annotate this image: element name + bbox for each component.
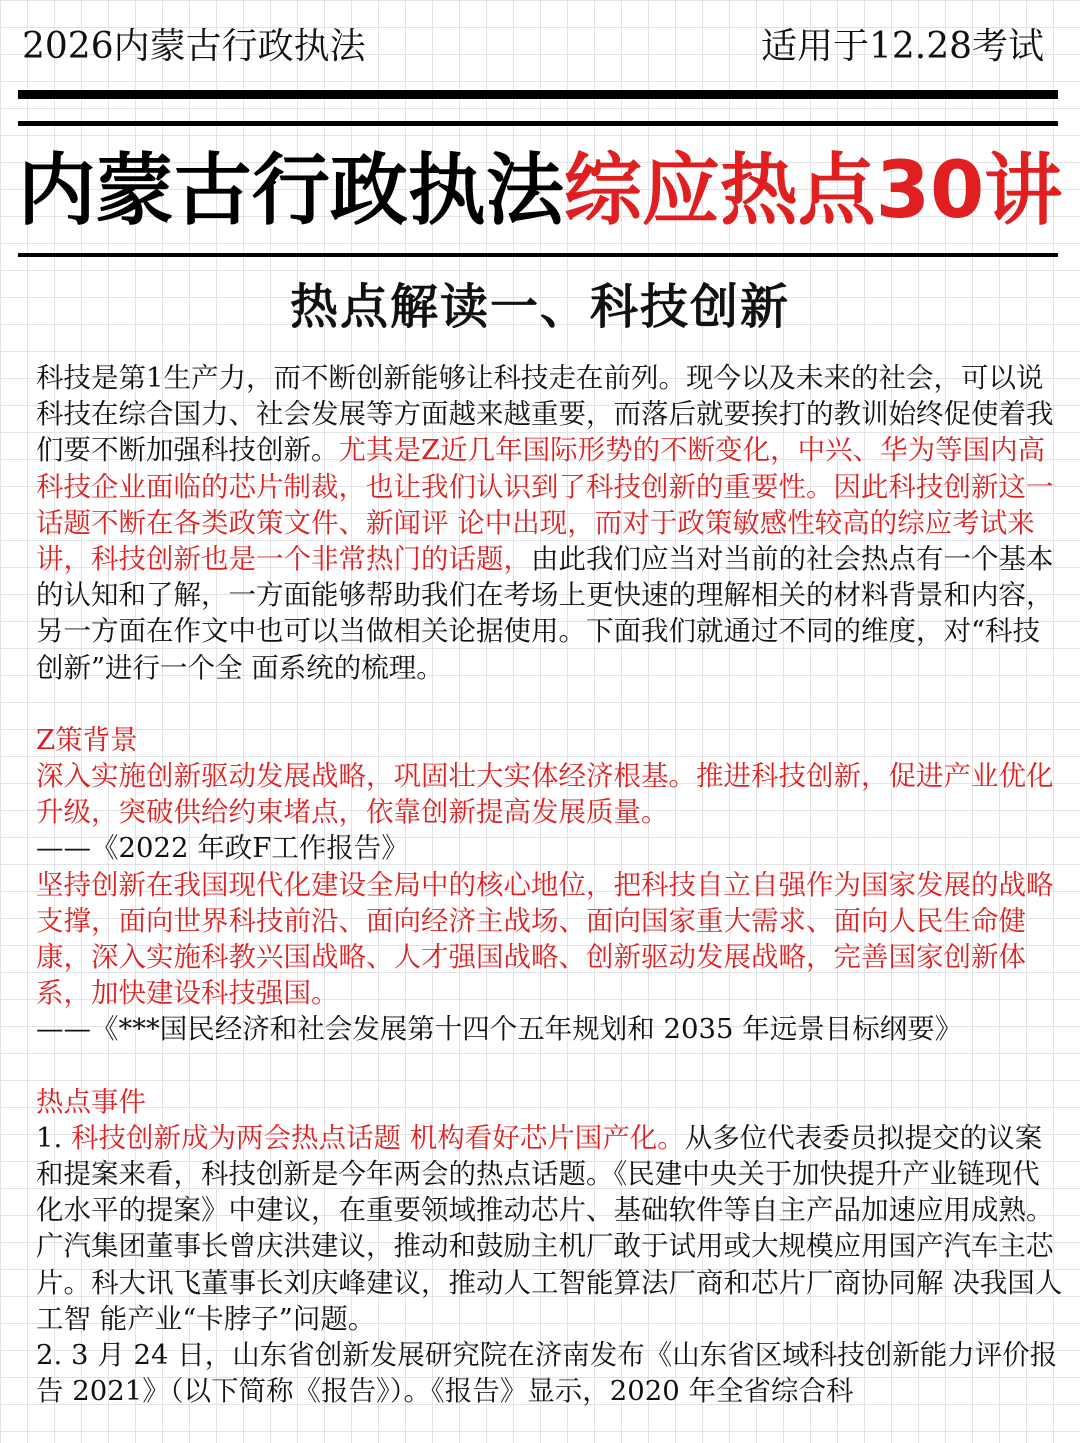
intro-paragraph [36,360,1066,686]
event-item-1-text: 从多位代表委员拟提交的议案和提案来看，科技创新是今年两会的热点话题。《民建中央关于加快提升产业链现代化水平的提案》中建议，在重要领域推动芯片、基础软件等自主产品加速应用成熟。广汽集团董事长曾庆洪建议，推动和鼓励主机厂敢于试用或大规模应用国产汽车主芯片。科大讯飞董事长刘庆峰建议，推动人工智能算法厂商和芯片厂商协同解 决我国人工智 能产业“卡脖子”问题。 [36,1121,1063,1335]
event-item-2: 2. 3 月 24 日，山东省创新发展研究院在济南发布《山东省区域科技创新能力评价报告 2021》（以下简称《报告》）。《报告》显示，2020 年全省综合科 [36,1339,1058,1408]
spacer [36,1048,1066,1084]
article-body [36,360,1066,1409]
title-divider [18,253,1058,257]
header-exam-name: 2026内蒙古行政执法 [22,26,366,67]
policy-quote-1: 深入实施创新驱动发展战略，巩固壮大实体经济根基。推进科技创新，促进产业优化升级，突破供给约束堵点，依靠创新提高发展质量。 [36,760,1054,829]
event-item-1-headline: 科技创新成为两会热点话题 机构看好芯片国产化。 [70,1121,685,1154]
top-divider-thin [18,121,1058,126]
spacer [36,686,1066,722]
policy-heading: Z策背景 [36,723,138,756]
policy-source-1: ——《2022 年政F工作报告》 [36,832,409,865]
top-divider-thick [18,90,1058,99]
page-title [0,142,1080,240]
event-item-1 [36,1120,1066,1337]
policy-source-2: ——《***国民经济和社会发展第十四个五年规划和 2035 年远景目标纲要》 [36,1013,963,1046]
intro-text-1: 科技是第1生产力，而不断创新能够让科技走在前列。现今以及未来的社会，可以说科技在综合国力、社会发展等方面越来越重要，而落后就要挨打的教训始终促使着我们要不断加强科技创新。 [36,362,1054,467]
event-item-1-number: 1. [36,1121,71,1154]
policy-quote-2: 坚持创新在我国现代化建设全局中的核心地位，把科技自立自强作为国家发展的战略支撑，面向世界科技前沿、面向经济主战场、面向国家重大需求、面向人民生命健康，深入实施科教兴国战略、人才强国战略、创新驱动发展战略，完善国家创新体系，加快建设科技强国。 [36,868,1054,1010]
section-heading: 热点解读一、科技创新 [289,279,790,335]
page-title-red: 综应热点30讲 [563,146,1063,236]
intro-text-highlight: 尤其是Z近几年国际形势的不断变化，中兴、华为等国内高科技企业面临的芯片制裁，也让我们认识到了科技创新的重要性。因此科技创新这一话题不断在各类政策文件、新闻评 论中出现，而对于政策敏感性较高的综应考试来讲，科技创新也是一个非常热门的话题， [36,434,1054,576]
page-title-black: 内蒙古行政执法 [17,146,564,236]
header-exam-date: 适用于12.28考试 [760,26,1044,67]
header-bar [22,22,1044,72]
events-heading: 热点事件 [36,1085,146,1118]
intro-text-2: 由此我们应当对当前的社会热点有一个基本的认知和了解，一方面能够帮助我们在考场上更快速的理解相关的材料背景和内容，另一方面在作文中也可以当做相关论据使用。下面我们就通过不同的维度，对“科技创新”进行一个全 面系统的梳理。 [36,543,1054,684]
